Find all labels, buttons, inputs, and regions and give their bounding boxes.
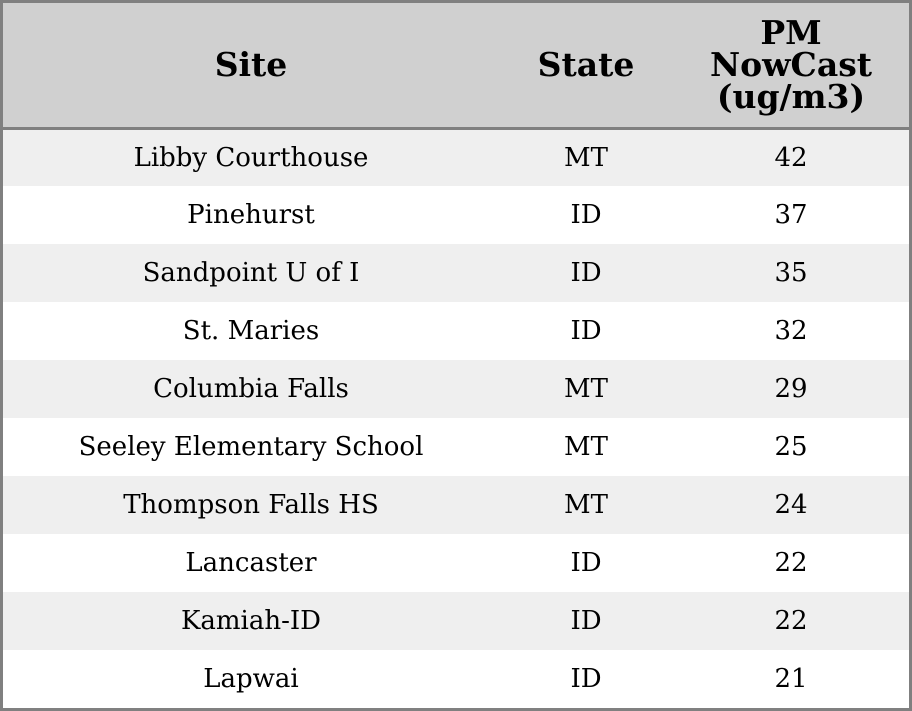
cell-state: ID <box>570 664 602 694</box>
cell-site: Libby Courthouse <box>133 142 369 173</box>
cell-pm: 42 <box>774 142 808 173</box>
cell-pm: 35 <box>774 258 808 288</box>
table-row <box>3 534 909 592</box>
column-header-pm-nowcast <box>673 3 909 128</box>
table-row <box>3 650 909 708</box>
table-header <box>3 3 909 128</box>
column-header-pm-line-1: PM <box>760 12 822 52</box>
table-row <box>3 186 909 244</box>
cell-site: Sandpoint U of I <box>142 258 360 288</box>
table-row <box>3 302 909 360</box>
column-header-state <box>499 3 673 128</box>
cell-pm: 32 <box>774 316 808 346</box>
cell-state: ID <box>570 606 602 636</box>
cell-state: MT <box>564 432 608 462</box>
header-row <box>3 3 909 128</box>
cell-state: MT <box>564 490 608 520</box>
cell-site: Pinehurst <box>187 200 315 230</box>
table-row <box>3 592 909 650</box>
column-header-site <box>3 3 499 128</box>
column-header-site-label: Site <box>214 44 288 84</box>
cell-pm: 24 <box>774 490 808 520</box>
table-body <box>3 128 909 708</box>
table-row <box>3 418 909 476</box>
cell-pm: 25 <box>774 432 808 462</box>
cell-state: ID <box>570 316 602 346</box>
column-header-pm-line-3: (ug/m3) <box>716 76 866 116</box>
pm-nowcast-table <box>3 3 909 708</box>
cell-site: St. Maries <box>182 316 320 346</box>
cell-site: Columbia Falls <box>153 374 349 404</box>
cell-pm: 22 <box>774 606 808 636</box>
table-row <box>3 360 909 418</box>
column-header-pm-line-2: NowCast <box>709 44 873 84</box>
cell-state: MT <box>564 142 608 173</box>
cell-site: Seeley Elementary School <box>78 432 424 462</box>
cell-site: Kamiah-ID <box>180 606 322 636</box>
cell-pm: 21 <box>774 664 808 694</box>
cell-pm: 22 <box>774 548 808 578</box>
cell-pm: 37 <box>774 200 808 230</box>
cell-state: ID <box>570 548 602 578</box>
cell-state: MT <box>564 374 608 404</box>
cell-site: Thompson Falls HS <box>123 490 379 520</box>
cell-state: ID <box>570 200 602 230</box>
cell-state: ID <box>570 258 602 288</box>
cell-site: Lapwai <box>203 664 299 694</box>
table-row <box>3 476 909 534</box>
table-row <box>3 128 909 186</box>
cell-site: Lancaster <box>185 548 317 578</box>
cell-pm: 29 <box>774 374 808 404</box>
table-row <box>3 244 909 302</box>
column-header-state-label: State <box>537 44 635 84</box>
